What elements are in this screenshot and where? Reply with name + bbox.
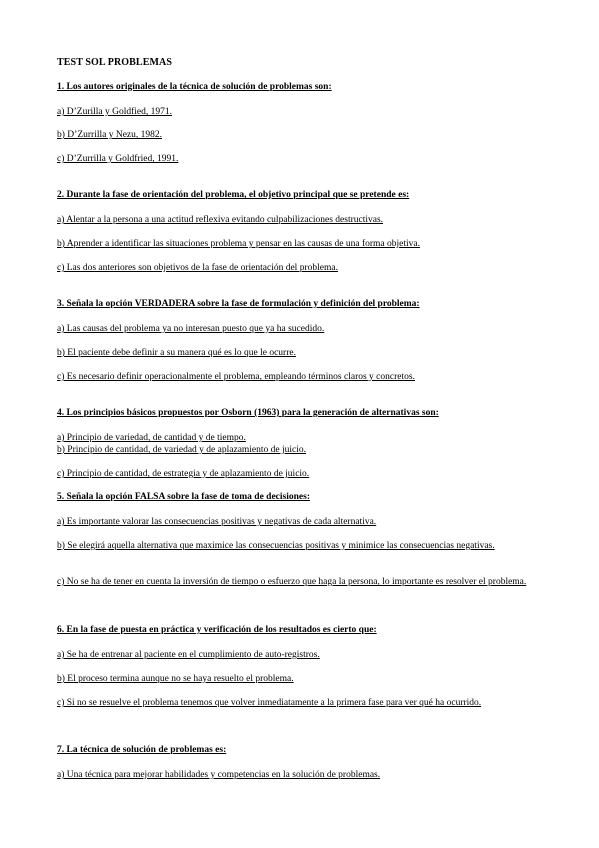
answer-2a: a) Alentar a la persona a una actitud reflexiva evitando culpabilizaciones destructivas.	[57, 215, 384, 225]
question-2: 2. Durante la fase de orientación del problema, el objetivo principal que se pretende es:	[57, 190, 410, 200]
answer-6a: a) Se ha de entrenar al paciente en el cumplimiento de auto-registros.	[57, 650, 320, 660]
question-6: 6. En la fase de puesta en práctica y verificación de los resultados es cierto que:	[57, 625, 377, 635]
answer-2b: b) Aprender a identificar las situaciones problema y pensar en las causas de una forma objetiva.	[57, 239, 420, 249]
document-title: TEST SOL PROBLEMAS	[57, 57, 172, 68]
question-7: 7. La técnica de solución de problemas es:	[57, 745, 227, 755]
answer-7a: a) Una técnica para mejorar habilidades y competencias en la solución de problemas.	[57, 770, 381, 780]
answer-4b: b) Principio de cantidad, de variedad y de aplazamiento de juicio.	[57, 445, 307, 455]
question-3: 3. Señala la opción VERDADERA sobre la fase de formulación y definición del problema:	[57, 299, 420, 309]
answer-1b: b) D’Zurrilla y Nezu, 1982.	[57, 130, 162, 140]
answer-3b: b) El paciente debe definir a su manera qué es lo que le ocurre.	[57, 348, 296, 358]
answer-6c: c) Si no se resuelve el problema tenemos que volver inmediatamente a la primera fase para ver qué ha ocurrido.	[57, 698, 482, 708]
answer-5c: c) No se ha de tener en cuenta la inversión de tiempo o esfuerzo que haga la persona, lo importante es resolver el problema.	[57, 577, 527, 587]
answer-1c: c) D’Zurrilla y Goldfried, 1991.	[57, 154, 179, 164]
answer-3c: c) Es necesario definir operacionalmente el problema, empleando términos claros y concretos.	[57, 372, 415, 382]
answer-3a: a) Las causas del problema ya no interesan puesto que ya ha sucedido.	[57, 324, 325, 334]
question-4: 4. Los principios básicos propuestos por Osborn (1963) para la generación de alternativas son:	[57, 408, 439, 418]
answer-5b: b) Se elegirá aquella alternativa que maximice las consecuencias positivas y minimice las consecuencias negativas.	[57, 541, 495, 551]
answer-6b: b) El proceso termina aunque no se haya resuelto el problema.	[57, 674, 294, 684]
question-5: 5. Señala la opción FALSA sobre la fase de toma de decisiones:	[57, 492, 310, 502]
answer-1a: a) D’Zurilla y Goldfied, 1971.	[57, 107, 173, 117]
question-1: 1. Los autores originales de la técnica de solución de problemas son:	[57, 82, 332, 92]
answer-4c: c) Principio de cantidad, de estrategia y de aplazamiento de juicio.	[57, 469, 310, 479]
answer-4a: a) Principio de variedad, de cantidad y de tiempo.	[57, 433, 246, 443]
answer-5a: a) Es importante valorar las consecuencias positivas y negativas de cada alternativa.	[57, 517, 377, 527]
answer-2c: c) Las dos anteriores son objetivos de la fase de orientación del problema.	[57, 263, 338, 273]
